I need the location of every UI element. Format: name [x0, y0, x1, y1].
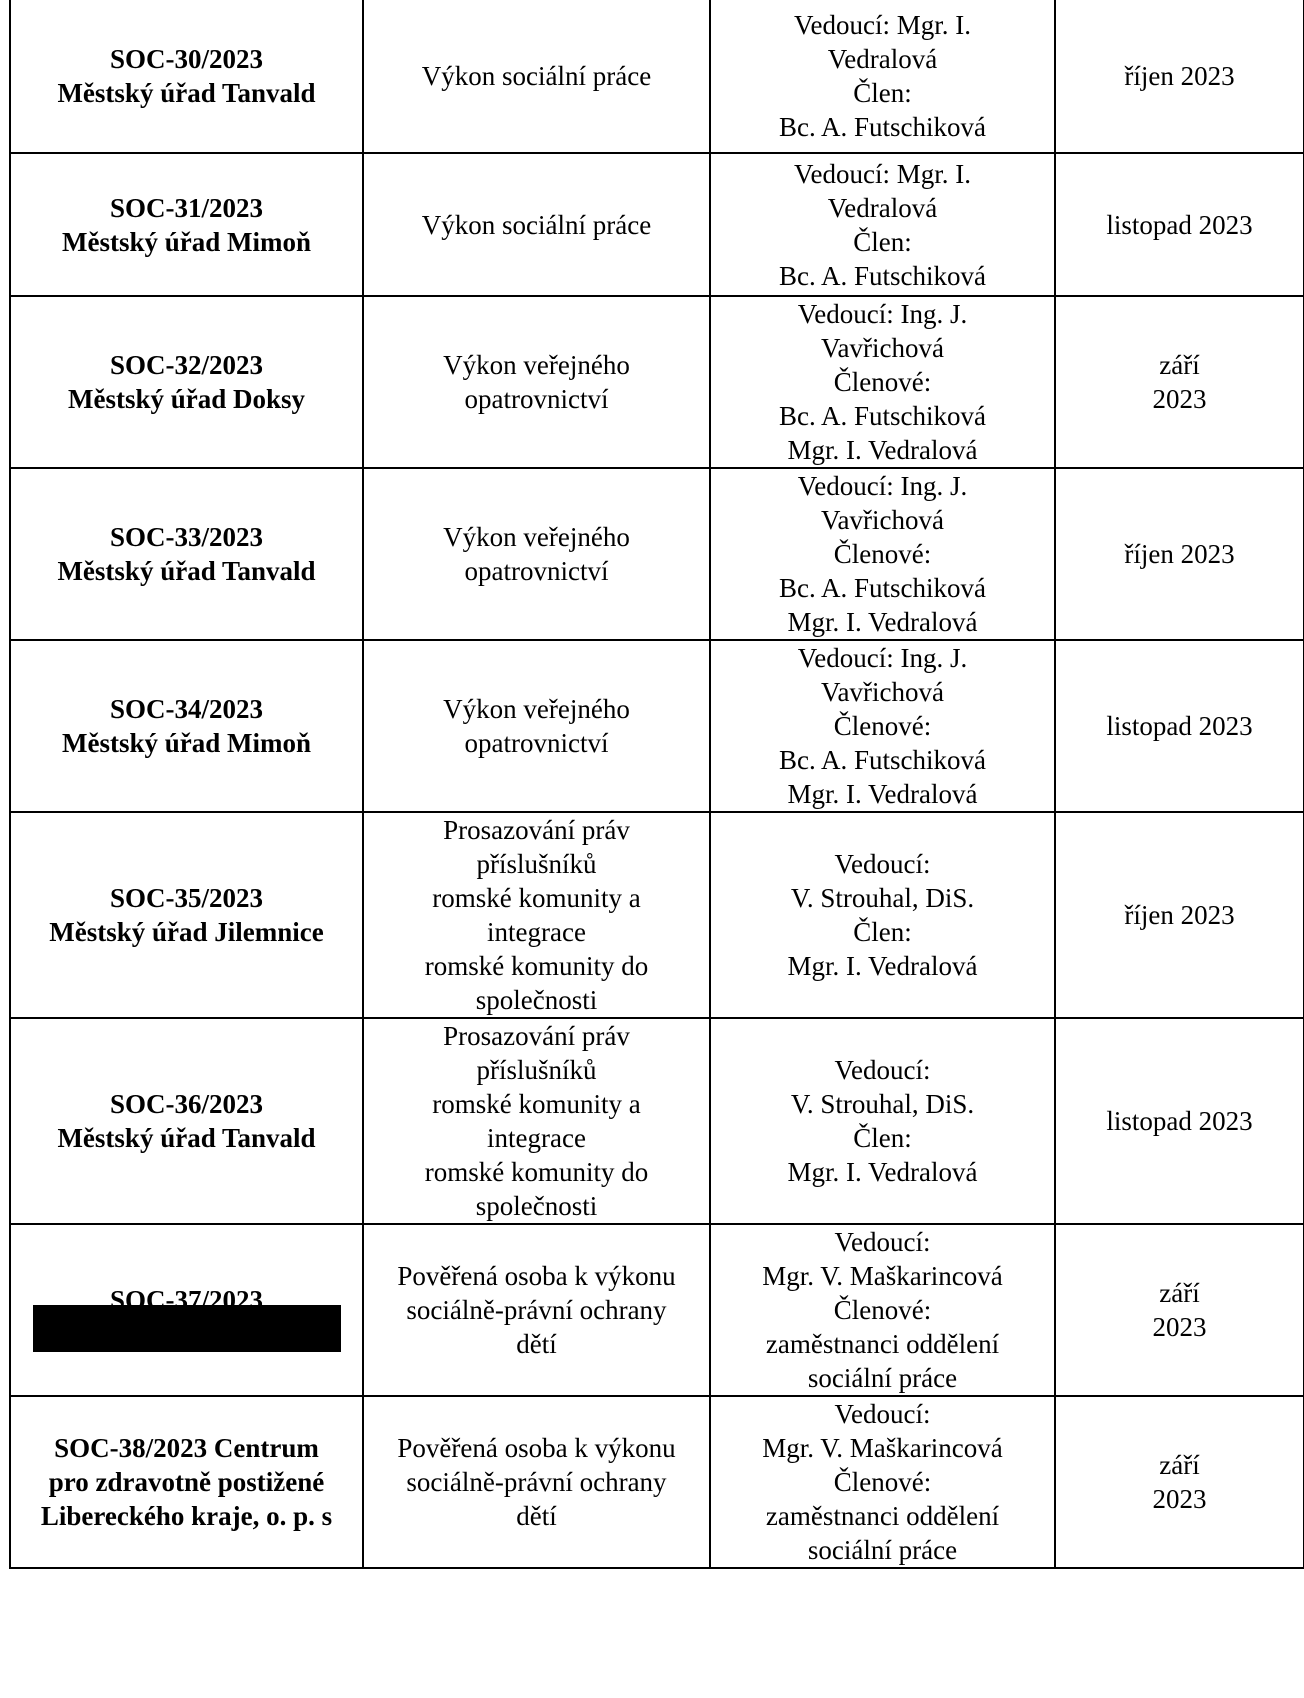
team-line: Vedoucí: Ing. J. [797, 643, 968, 673]
inspection-date-cell [1055, 153, 1304, 296]
subject-line: dětí [516, 1329, 557, 1359]
inspection-code-cell [10, 1224, 363, 1396]
team-line: Bc. A. Futschiková [779, 401, 986, 431]
team-line: Vavřichová [821, 333, 944, 363]
inspected-office: Městský úřad Doksy [67, 384, 306, 414]
inspection-code: SOC-34/2023 [109, 694, 263, 724]
subject-line: sociálně-právní ochrany [406, 1467, 667, 1497]
subject-line: dětí [516, 1501, 557, 1531]
inspected-office: Městský úřad Tanvald [57, 78, 316, 108]
inspection-code-cell [10, 640, 363, 812]
date-line: září [1159, 1278, 1200, 1308]
date-line: listopad 2023 [1106, 1106, 1253, 1136]
inspection-code: SOC-33/2023 [109, 522, 263, 552]
inspected-office: Městský úřad Mimoň [62, 226, 311, 257]
inspection-team-cell [710, 1018, 1055, 1224]
team-line: Vedoucí: Ing. J. [797, 299, 968, 329]
team-line: Členové: [833, 711, 932, 741]
subject-line: Prosazování práv [443, 815, 630, 845]
subject-line: Výkon veřejného [443, 350, 630, 380]
inspection-team-cell [710, 153, 1055, 296]
inspection-subject-cell [363, 153, 710, 296]
team-line: Mgr. I. Vedralová [787, 951, 978, 981]
subject-line: příslušníků [476, 849, 597, 879]
team-line: Mgr. I. Vedralová [787, 435, 978, 465]
inspection-code: SOC-30/2023 [109, 44, 263, 74]
inspection-code-cell [10, 468, 363, 640]
team-line: zaměstnanci oddělení [765, 1329, 1000, 1359]
inspected-office: Městský úřad Mimoň [62, 728, 311, 758]
team-line: Vedoucí: Mgr. I. [794, 10, 971, 40]
inspection-subject-cell [363, 1018, 710, 1224]
inspected-office: Libereckého kraje, o. p. s [40, 1501, 333, 1531]
subject-line: Výkon veřejného [443, 694, 630, 724]
team-line: Členové: [833, 1295, 932, 1325]
inspection-subject-cell [363, 0, 710, 153]
team-line: Bc. A. Futschiková [779, 112, 986, 142]
team-line: Vedralová [827, 192, 938, 223]
team-line: Mgr. I. Vedralová [787, 607, 978, 637]
date-line: říjen 2023 [1124, 539, 1235, 569]
subject-line: integrace [487, 917, 586, 947]
team-line: sociální práce [807, 1535, 958, 1565]
inspection-date-cell [1055, 1224, 1304, 1396]
inspection-date-cell [1055, 1018, 1304, 1224]
date-line: listopad 2023 [1106, 711, 1253, 741]
team-line: sociální práce [807, 1363, 958, 1393]
team-line: Bc. A. Futschiková [779, 745, 986, 775]
subject-line: společnosti [475, 985, 598, 1015]
inspection-subject-cell [363, 296, 710, 468]
team-line: Členové: [833, 539, 932, 569]
team-line: V. Strouhal, DiS. [790, 1089, 975, 1119]
subject-line: romské komunity do [424, 1157, 649, 1187]
subject-line: Výkon sociální práce [421, 209, 652, 240]
subject-line: opatrovnictví [464, 384, 609, 414]
team-line: Vedralová [827, 44, 938, 74]
inspection-code: SOC-36/2023 [109, 1089, 263, 1119]
team-line: Vedoucí: Ing. J. [797, 471, 968, 501]
inspection-date-cell [1055, 812, 1304, 1018]
inspection-team-cell [710, 0, 1055, 153]
subject-line: romské komunity a [432, 1089, 641, 1119]
team-line: Vedoucí: [834, 1399, 931, 1429]
subject-line: sociálně-právní ochrany [406, 1295, 667, 1325]
inspection-date-cell [1055, 0, 1304, 153]
subject-line: společnosti [475, 1191, 598, 1221]
inspected-office: Městský úřad Tanvald [57, 556, 316, 586]
inspected-office: Městský úřad Tanvald [57, 1123, 316, 1153]
table-row [10, 153, 1304, 296]
inspection-code: SOC-37/2023 [109, 1284, 263, 1315]
team-line: Vedoucí: Mgr. I. [794, 158, 971, 189]
date-line: říjen 2023 [1124, 900, 1235, 930]
inspection-date-cell [1055, 468, 1304, 640]
table-row [10, 468, 1304, 640]
inspection-team-cell [710, 812, 1055, 1018]
team-line: Člen: [853, 1123, 912, 1153]
team-line: Člen: [853, 917, 912, 947]
team-line: Vedoucí: [834, 849, 931, 879]
subject-line: Výkon sociální práce [421, 61, 652, 91]
team-line: Bc. A. Futschiková [779, 260, 986, 291]
team-line: Mgr. V. Maškarincová [762, 1261, 1003, 1291]
inspection-subject-cell [363, 1224, 710, 1396]
table-row [10, 1396, 1304, 1568]
inspection-date-cell [1055, 296, 1304, 468]
inspection-date-cell [1055, 1396, 1304, 1568]
inspection-code-cell [10, 812, 363, 1018]
inspection-code-cell [10, 0, 363, 153]
date-line: 2023 [1152, 1312, 1207, 1342]
team-line: zaměstnanci oddělení [765, 1501, 1000, 1531]
team-line: Vavřichová [821, 677, 944, 707]
date-line: září [1159, 350, 1200, 380]
inspection-date-cell [1055, 640, 1304, 812]
inspected-office: pro zdravotně postižené [48, 1467, 325, 1497]
team-line: Členové: [833, 1467, 932, 1497]
team-line: Mgr. I. Vedralová [787, 779, 978, 809]
inspection-team-cell [710, 1396, 1055, 1568]
subject-line: Výkon veřejného [443, 522, 630, 552]
subject-line: Pověřená osoba k výkonu [397, 1261, 676, 1291]
table-row [10, 812, 1304, 1018]
table-row [10, 0, 1304, 153]
subject-line: příslušníků [476, 1055, 597, 1085]
team-line: Bc. A. Futschiková [779, 573, 986, 603]
date-line: 2023 [1152, 1484, 1207, 1514]
inspection-code: SOC-32/2023 [109, 350, 263, 380]
inspection-subject-cell [363, 812, 710, 1018]
inspection-subject-cell [363, 640, 710, 812]
subject-line: opatrovnictví [464, 728, 609, 758]
subject-line: romské komunity a [432, 883, 641, 913]
inspection-code: SOC-38/2023 Centrum [54, 1433, 319, 1463]
inspected-office: Městský úřad Jilemnice [49, 917, 324, 947]
team-line: Člen: [853, 78, 912, 108]
inspection-subject-cell [363, 1396, 710, 1568]
inspection-team-cell [710, 468, 1055, 640]
date-line: říjen 2023 [1124, 61, 1235, 91]
inspection-code: SOC-35/2023 [109, 883, 263, 913]
inspection-team-cell [710, 296, 1055, 468]
date-line: listopad 2023 [1106, 209, 1253, 240]
inspection-team-cell [710, 640, 1055, 812]
team-line: Vedoucí: [834, 1055, 931, 1085]
inspection-subject-cell [363, 468, 710, 640]
inspection-plan-table [9, 0, 1304, 1569]
subject-line: opatrovnictví [464, 556, 609, 586]
inspection-code: SOC-31/2023 [109, 192, 263, 223]
team-line: Vedoucí: [834, 1227, 931, 1257]
inspection-code-cell [10, 296, 363, 468]
inspection-team-cell [710, 1224, 1055, 1396]
table-row [10, 640, 1304, 812]
date-line: září [1159, 1450, 1200, 1480]
team-line: Mgr. V. Maškarincová [762, 1433, 1003, 1463]
inspection-code-cell [10, 1018, 363, 1224]
subject-line: romské komunity do [424, 951, 649, 981]
inspection-code-cell [10, 153, 363, 296]
inspection-code-cell [10, 1396, 363, 1568]
team-line: V. Strouhal, DiS. [790, 883, 975, 913]
subject-line: Prosazování práv [443, 1021, 630, 1051]
date-line: 2023 [1152, 384, 1207, 414]
table-row [10, 1018, 1304, 1224]
team-line: Mgr. I. Vedralová [787, 1157, 978, 1187]
team-line: Člen: [853, 226, 912, 257]
subject-line: Pověřená osoba k výkonu [397, 1433, 676, 1463]
team-line: Členové: [833, 367, 932, 397]
subject-line: integrace [487, 1123, 586, 1153]
team-line: Vavřichová [821, 505, 944, 535]
table-row [10, 1224, 1304, 1396]
table-row [10, 296, 1304, 468]
